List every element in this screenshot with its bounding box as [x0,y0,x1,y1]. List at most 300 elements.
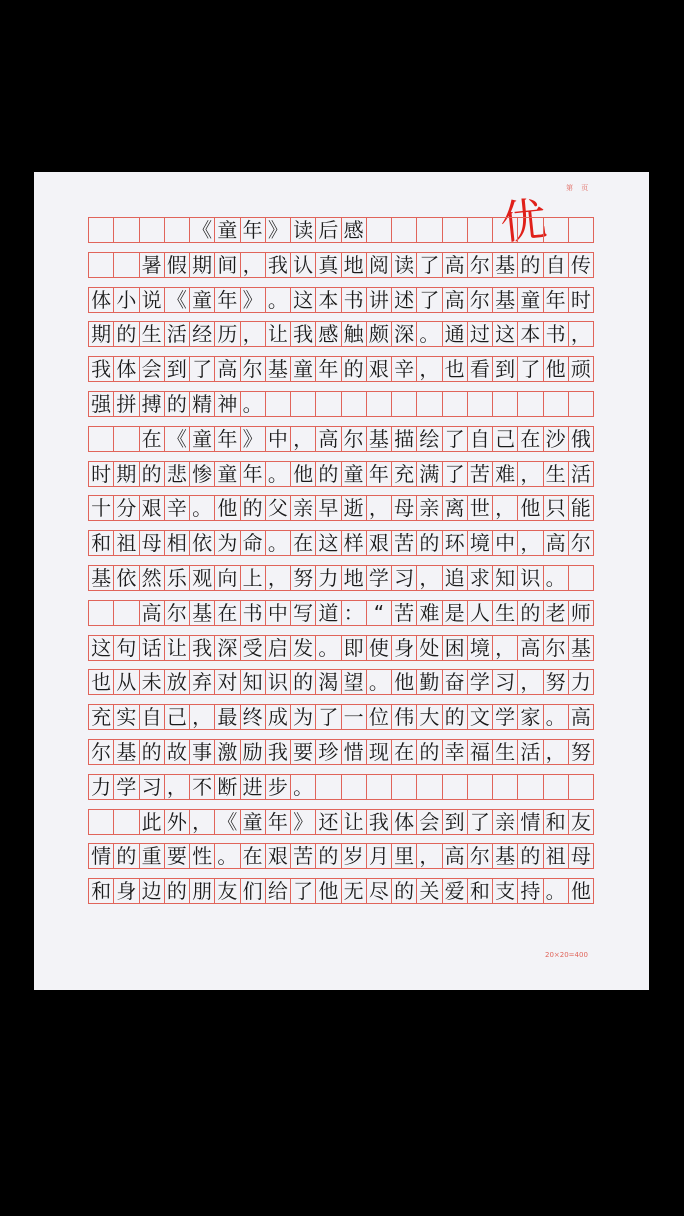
grid-cell: 充 [89,705,114,729]
grid-row [88,809,594,835]
grid-cell [367,392,392,416]
grid-cell: 尔 [468,288,493,312]
grid-cell: 己 [165,705,190,729]
grid-cell: 的 [316,462,341,486]
grid-cell: 》 [266,218,291,242]
grid-cell: 神 [215,392,240,416]
grid-cell: 基 [493,844,518,868]
grid-cell: 了 [468,810,493,834]
grid-cell: 活 [518,740,543,764]
grid-cell: 的 [518,844,543,868]
grid-cell: 在 [392,740,417,764]
grid-cell: 和 [468,879,493,903]
grid-cell: 追 [443,566,468,590]
grid-cell: 基 [266,357,291,381]
grid-cell [569,392,594,416]
grid-cell: 书 [342,288,367,312]
grid-cell: 》 [291,810,316,834]
grid-cell [342,392,367,416]
grid-cell: 的 [518,601,543,625]
grid-row [88,739,594,765]
grid-cell: 发 [291,636,316,660]
grid-cell: 早 [316,496,341,520]
grid-cell: 尽 [367,879,392,903]
grid-cell: 环 [443,531,468,555]
grid-cell: 从 [114,670,139,694]
grid-row [88,843,594,869]
grid-cell: 对 [215,670,240,694]
grid-cell: 知 [241,670,266,694]
grid-cell: 童 [241,810,266,834]
grid-cell: 《 [215,810,240,834]
grid-cell: 苦 [291,844,316,868]
grid-cell [89,810,114,834]
grid-cell: 他 [569,879,594,903]
grid-cell: 《 [165,288,190,312]
grid-cell: 支 [493,879,518,903]
grid-cell: 珍 [316,740,341,764]
grid-cell: 只 [544,496,569,520]
grid-cell: 我 [367,810,392,834]
grid-cell: 学 [493,705,518,729]
grid-cell: 话 [140,636,165,660]
grid-cell: 感 [342,218,367,242]
grid-cell: 基 [190,601,215,625]
grade-mark: 优 [497,191,550,251]
grid-cell: 童 [190,427,215,451]
grid-cell: 后 [316,218,341,242]
grid-cell: 要 [291,740,316,764]
grid-cell: 成 [266,705,291,729]
grid-cell: 》 [241,427,266,451]
grid-cell: 朋 [190,879,215,903]
grid-cell: 活 [165,322,190,346]
grid-cell: 读 [291,218,316,242]
grid-cell: 和 [89,879,114,903]
grid-cell: 在 [241,844,266,868]
grid-cell: 童 [342,462,367,486]
grid-cell: 了 [443,427,468,451]
grid-cell: 母 [569,844,594,868]
grid-cell: 间 [215,253,240,277]
grid-cell [443,775,468,799]
grid-cell: 的 [165,879,190,903]
grid-cell: ， [544,740,569,764]
grid-row [88,704,594,730]
grid-cell: 师 [569,601,594,625]
grid-cell: 断 [215,775,240,799]
grid-cell: 尔 [569,531,594,555]
grid-cell: 这 [291,288,316,312]
grid-cell: 中 [266,601,291,625]
grid-cell: 过 [468,322,493,346]
grid-cell [392,392,417,416]
grid-cell: 通 [443,322,468,346]
grid-cell [392,775,417,799]
grid-cell: 尔 [165,601,190,625]
grid-cell: 是 [443,601,468,625]
grid-cell: ， [569,322,594,346]
grid-cell: 的 [417,740,442,764]
grid-cell: 尔 [468,844,493,868]
grid-cell [140,218,165,242]
grid-row [88,774,594,800]
grid-row [88,565,594,591]
grid-cell: 爱 [443,879,468,903]
grid-cell: 书 [544,322,569,346]
grid-cell: 样 [342,531,367,555]
grid-cell: 和 [544,810,569,834]
grid-cell: 苦 [392,601,417,625]
grid-cell: 进 [241,775,266,799]
grid-row [88,878,594,904]
grid-cell: 到 [443,810,468,834]
grid-cell [316,775,341,799]
grid-cell: 生 [493,740,518,764]
grid-cell: 触 [342,322,367,346]
grid-cell [367,218,392,242]
grid-cell: 他 [215,496,240,520]
grid-cell: 上 [241,566,266,590]
grid-cell: 他 [544,357,569,381]
grid-cell: 时 [569,288,594,312]
grid-cell: 大 [417,705,442,729]
grid-cell: 事 [190,740,215,764]
grid-cell: 体 [392,810,417,834]
grid-cell: 生 [493,601,518,625]
grid-cell: 。 [190,496,215,520]
grid-cell: 给 [266,879,291,903]
grid-cell: 满 [417,462,442,486]
grid-cell: 了 [518,357,543,381]
grid-cell: 苦 [468,462,493,486]
grid-cell: 习 [493,670,518,694]
grid-cell [417,775,442,799]
grid-cell: ， [190,705,215,729]
grid-cell: “ [367,601,392,625]
grid-cell: 年 [367,462,392,486]
grid-cell: 步 [266,775,291,799]
grid-cell: 述 [392,288,417,312]
grid-cell: 学 [114,775,139,799]
grid-row [88,252,594,278]
grid-cell: 他 [291,462,316,486]
grid-cell: 外 [165,810,190,834]
grid-cell: ， [417,357,442,381]
grid-cell: 俄 [569,427,594,451]
grid-cell: 了 [291,879,316,903]
grid-cell: 亲 [291,496,316,520]
grid-size-label: 20×20=400 [545,951,588,959]
grid-cell [367,775,392,799]
grid-cell: 力 [316,566,341,590]
grid-cell: 深 [215,636,240,660]
grid-cell: 精 [190,392,215,416]
grid-cell: ， [266,566,291,590]
grid-cell: 。 [544,879,569,903]
grid-cell: 的 [392,879,417,903]
grid-cell: 识 [518,566,543,590]
grid-cell: 难 [417,601,442,625]
grid-cell: 人 [468,601,493,625]
grid-cell: 惜 [342,740,367,764]
grid-cell: 福 [468,740,493,764]
grid-cell [114,218,139,242]
grid-cell: 力 [569,670,594,694]
grid-cell [114,253,139,277]
grid-cell: 世 [468,496,493,520]
grid-cell: 乐 [165,566,190,590]
grid-cell: 的 [114,322,139,346]
grid-cell: 幸 [443,740,468,764]
grid-cell: 的 [140,740,165,764]
grid-cell: 本 [518,322,543,346]
grid-cell [569,775,594,799]
grid-cell: 《 [165,427,190,451]
grid-cell: 亲 [493,810,518,834]
grid-cell: 经 [190,322,215,346]
grid-cell: 在 [518,427,543,451]
grid-row [88,669,594,695]
grid-cell: 看 [468,357,493,381]
grid-cell: 艰 [367,357,392,381]
grid-cell: 观 [190,566,215,590]
grid-cell: 童 [215,462,240,486]
grid-cell: 在 [291,531,316,555]
grid-cell: 艰 [266,844,291,868]
grid-cell [569,566,594,590]
grid-cell: 勤 [417,670,442,694]
grid-cell [114,601,139,625]
grid-cell: 艰 [367,531,392,555]
grid-cell [89,601,114,625]
grid-cell: 。 [266,462,291,486]
grid-cell [468,218,493,242]
grid-row [88,321,594,347]
grid-cell [468,392,493,416]
grid-cell: 努 [544,670,569,694]
grid-cell [266,392,291,416]
grid-cell: 未 [140,670,165,694]
grid-cell: 依 [190,531,215,555]
grid-cell: 了 [190,357,215,381]
grid-cell: 现 [367,740,392,764]
grid-cell: 期 [190,253,215,277]
grid-cell: ， [417,844,442,868]
grid-cell: 持 [518,879,543,903]
grid-cell: 母 [140,531,165,555]
grid-cell: 书 [241,601,266,625]
grid-cell: 基 [569,636,594,660]
grid-cell: 实 [114,705,139,729]
grid-cell: 拼 [114,392,139,416]
grid-cell: 里 [392,844,417,868]
grid-cell: 我 [190,636,215,660]
grid-cell [291,392,316,416]
grid-cell [544,218,569,242]
grid-cell: 困 [443,636,468,660]
grid-cell: 一 [342,705,367,729]
grid-cell: 难 [493,462,518,486]
grid-cell: 和 [89,531,114,555]
grid-cell: 相 [165,531,190,555]
grid-row [88,287,594,313]
grid-row [88,495,594,521]
grid-cell: 离 [443,496,468,520]
grid-cell: 苦 [392,531,417,555]
grid-cell: 生 [544,462,569,486]
grid-cell: 年 [215,288,240,312]
grid-cell [518,218,543,242]
grid-cell: 会 [140,357,165,381]
grid-cell: 期 [89,322,114,346]
grid-cell: 母 [392,496,417,520]
grid-cell: 习 [140,775,165,799]
grid-cell: 即 [342,636,367,660]
grid-cell [443,218,468,242]
grid-cell: 。 [266,288,291,312]
grid-row [88,391,594,417]
grid-cell: 也 [443,357,468,381]
grid-cell: 的 [291,670,316,694]
grid-cell: 。 [215,844,240,868]
grid-cell: 搏 [140,392,165,416]
grid-cell: ， [165,775,190,799]
grid-cell: 处 [417,636,442,660]
grid-cell: 假 [165,253,190,277]
grid-cell: 我 [89,357,114,381]
grid-row [88,461,594,487]
grid-cell: 让 [266,322,291,346]
grid-cell: 故 [165,740,190,764]
grid-cell: 这 [493,322,518,346]
grid-cell: 文 [468,705,493,729]
grid-cell: 惨 [190,462,215,486]
grid-cell: 为 [215,531,240,555]
grid-cell: 尔 [544,636,569,660]
grid-cell: 年 [316,357,341,381]
grid-cell: 读 [392,253,417,277]
grid-cell: 沙 [544,427,569,451]
grid-cell: 身 [392,636,417,660]
grid-cell: 在 [215,601,240,625]
grid-cell: 奋 [443,670,468,694]
grid-cell: 体 [114,357,139,381]
grid-cell [493,218,518,242]
grid-cell: 尔 [241,357,266,381]
grid-cell: 他 [316,879,341,903]
grid-cell: ， [518,531,543,555]
grid-cell [493,775,518,799]
grid-cell: 性 [190,844,215,868]
grid-cell: 了 [316,705,341,729]
grid-cell: 为 [291,705,316,729]
grid-cell: 深 [392,322,417,346]
grid-cell [392,218,417,242]
grid-cell [544,775,569,799]
grid-cell: 高 [443,844,468,868]
grid-cell: 这 [316,531,341,555]
grid-cell: 绘 [417,427,442,451]
grid-cell: 的 [316,844,341,868]
grid-cell: 本 [316,288,341,312]
grid-cell: 强 [89,392,114,416]
grid-cell: 自 [468,427,493,451]
grid-cell: 时 [89,462,114,486]
grid-cell: 颇 [367,322,392,346]
grid-row [88,217,594,243]
grid-cell: 学 [367,566,392,590]
grid-cell: 家 [518,705,543,729]
grid-cell: 们 [241,879,266,903]
grid-cell [89,427,114,451]
grid-cell: 这 [89,636,114,660]
grid-cell: 知 [493,566,518,590]
grid-cell: 童 [291,357,316,381]
grid-cell: 老 [544,601,569,625]
grid-cell: 说 [140,288,165,312]
grid-cell [89,253,114,277]
writing-grid [88,217,594,913]
grid-cell: 努 [291,566,316,590]
grid-cell: 。 [266,531,291,555]
grid-cell: 的 [443,705,468,729]
grid-cell: 还 [316,810,341,834]
grid-cell: 基 [89,566,114,590]
grid-cell: 他 [392,670,417,694]
grid-cell: 《 [190,218,215,242]
grid-cell: 高 [215,357,240,381]
grid-cell [114,810,139,834]
grid-cell: 尔 [342,427,367,451]
grid-cell: 父 [266,496,291,520]
grid-cell [569,218,594,242]
grid-cell: 年 [241,218,266,242]
grid-cell: 最 [215,705,240,729]
grid-cell: 的 [241,496,266,520]
grid-cell: 境 [468,636,493,660]
grid-cell: 无 [342,879,367,903]
grid-cell: 依 [114,566,139,590]
grid-cell: ， [417,566,442,590]
grid-cell: 自 [544,253,569,277]
grid-cell: 活 [569,462,594,486]
grid-cell: 基 [493,253,518,277]
grid-cell [443,392,468,416]
grid-cell: 会 [417,810,442,834]
grid-cell: 身 [114,879,139,903]
grid-cell: 伟 [392,705,417,729]
grid-cell: 》 [241,288,266,312]
grid-cell: 重 [140,844,165,868]
grid-cell: 高 [518,636,543,660]
grid-cell [342,775,367,799]
grid-cell [114,427,139,451]
grid-cell: 阅 [367,253,392,277]
grid-cell: 高 [443,288,468,312]
grid-cell: 了 [443,462,468,486]
grid-cell: 努 [569,740,594,764]
grid-cell: 求 [468,566,493,590]
grid-cell: ， [241,253,266,277]
grid-cell: 启 [266,636,291,660]
grid-cell: 讲 [367,288,392,312]
grid-cell: 习 [392,566,417,590]
grid-cell: 的 [165,392,190,416]
grid-cell: ： [342,601,367,625]
grid-cell: 地 [342,566,367,590]
grid-cell: 励 [241,740,266,764]
